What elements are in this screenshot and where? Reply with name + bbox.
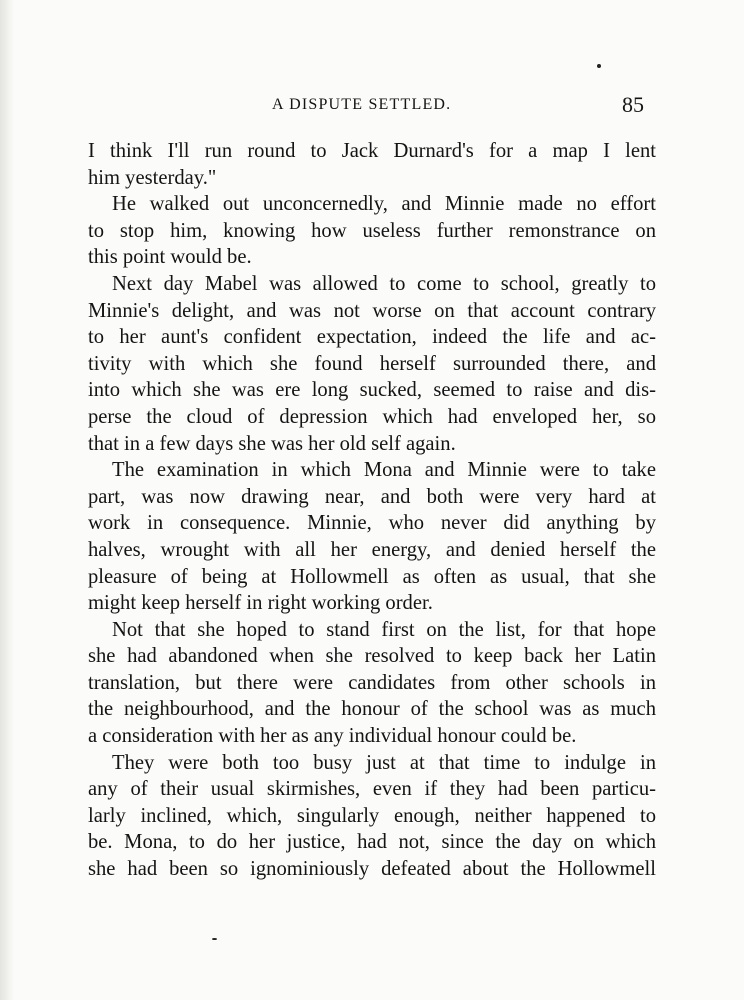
- running-head: [0, 92, 744, 122]
- text-line: larly inclined, which, singularly enough, neither happened to: [88, 804, 656, 827]
- text-line: The examination in which Mona and Minnie were to take: [112, 459, 656, 482]
- text-line: to her aunt's confident expectation, indeed the life and ac-: [88, 326, 656, 349]
- text-line: perse the cloud of depression which had enveloped her, so: [88, 405, 656, 428]
- chapter-title: A DISPUTE SETTLED.: [272, 96, 452, 113]
- text-line: halves, wrought with all her energy, and denied herself the: [88, 538, 656, 561]
- text-line: that in a few days she was her old self again.: [88, 432, 456, 455]
- text-line: part, was now drawing near, and both were very hard at: [88, 485, 656, 508]
- text-line: the neighbourhood, and the honour of the school was as much: [88, 698, 656, 721]
- text-line: she had been so ignominiously defeated about the Hollowmell: [88, 858, 656, 881]
- text-line: him yesterday.": [88, 166, 217, 189]
- text-line: a consideration with her as any individual honour could be.: [88, 725, 577, 748]
- body-text: [88, 138, 656, 883]
- text-line: any of their usual skirmishes, even if they had been particu-: [88, 778, 656, 801]
- text-line: Next day Mabel was allowed to come to school, greatly to: [112, 272, 656, 295]
- text-line: to stop him, knowing how useless further remonstrance on: [88, 219, 656, 242]
- text-line: this point would be.: [88, 246, 252, 269]
- text-line: be. Mona, to do her justice, had not, since the day on which: [88, 831, 656, 854]
- text-line: might keep herself in right working order.: [88, 592, 433, 615]
- text-line: Minnie's delight, and was not worse on that account contrary: [88, 299, 656, 322]
- text-line: she had abandoned when she resolved to keep back her Latin: [88, 645, 656, 668]
- text-line: Not that she hoped to stand first on the list, for that hope: [112, 618, 656, 641]
- text-line: work in consequence. Minnie, who never did anything by: [88, 512, 656, 535]
- page-number: 85: [622, 92, 644, 117]
- ink-speck: [597, 64, 601, 68]
- ink-speck: [212, 938, 217, 940]
- text-line: translation, but there were candidates from other schools in: [88, 671, 656, 694]
- text-line: into which she was ere long sucked, seemed to raise and dis-: [88, 379, 656, 402]
- text-line: pleasure of being at Hollowmell as often as usual, that she: [88, 565, 656, 588]
- text-line: tivity with which she found herself surrounded there, and: [88, 352, 656, 375]
- page-edge-shadow: [0, 0, 14, 1000]
- text-line: I think I'll run round to Jack Durnard's for a map I lent: [88, 140, 656, 162]
- text-line: He walked out unconcernedly, and Minnie made no effort: [112, 193, 656, 216]
- text-line: They were both too busy just at that time to indulge in: [112, 751, 656, 774]
